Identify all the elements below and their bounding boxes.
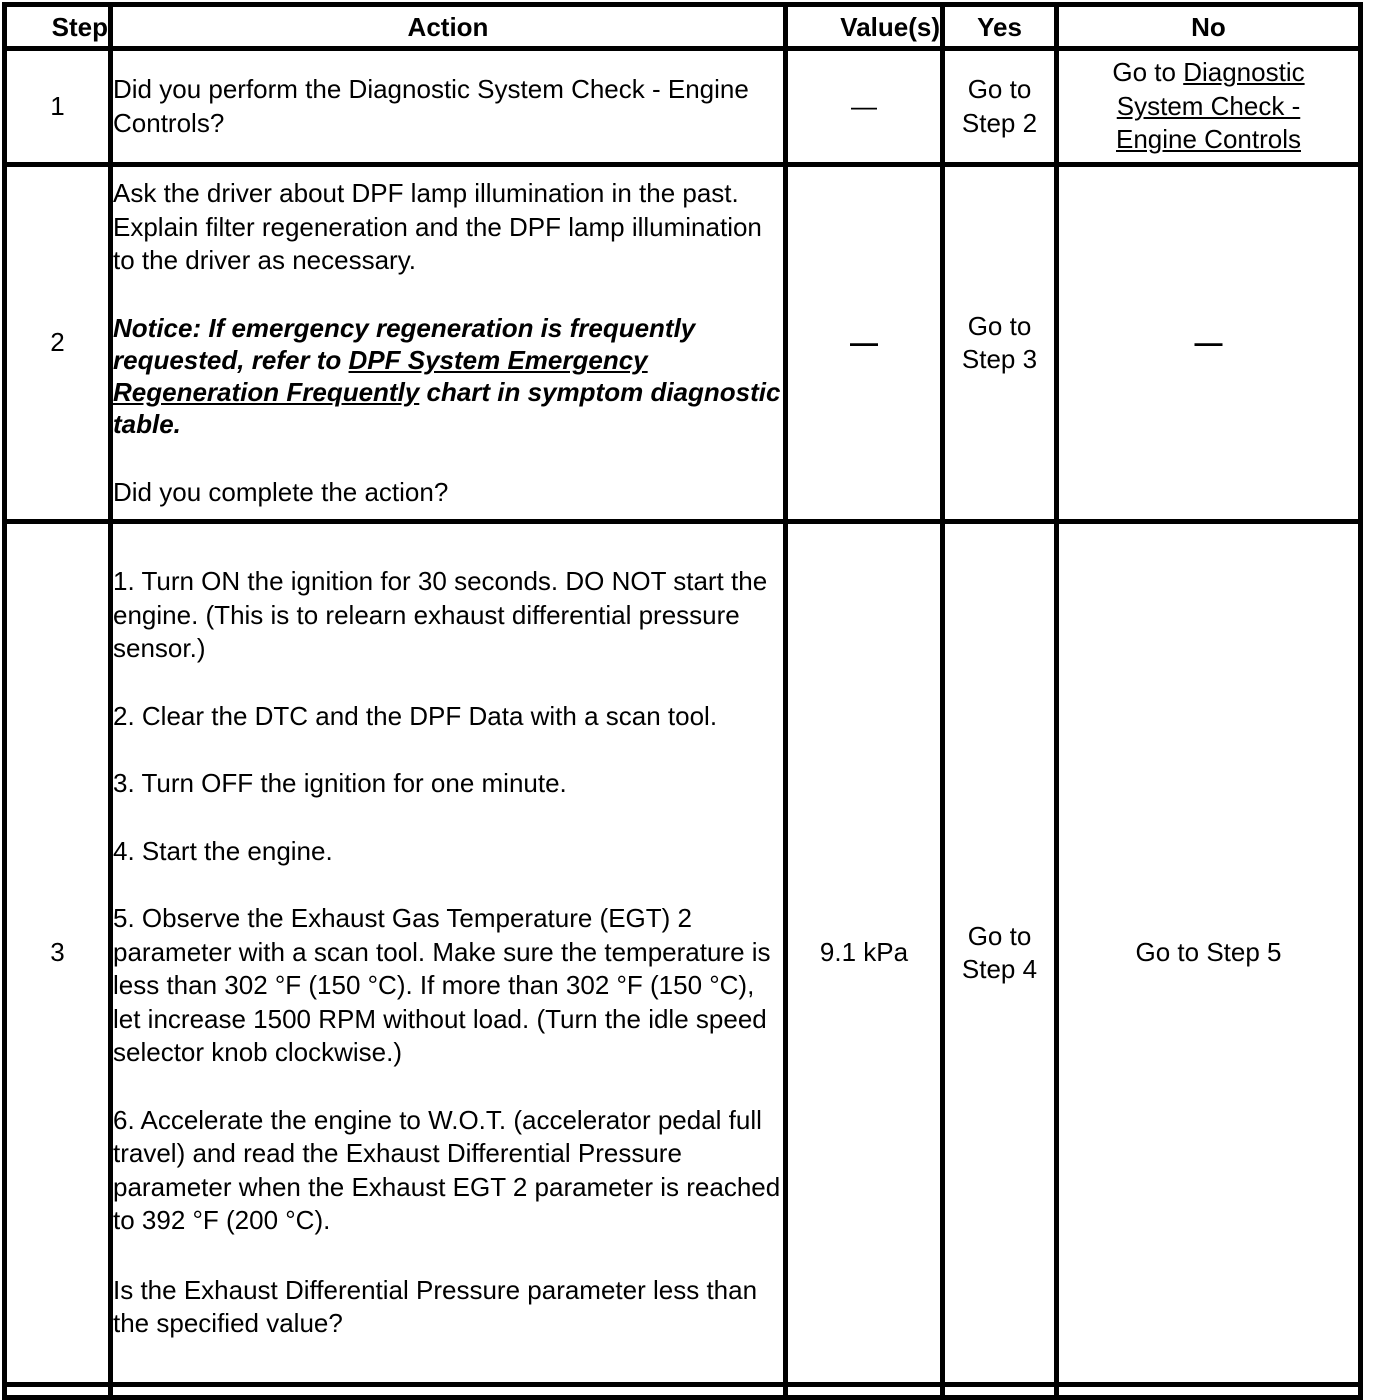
diagnostic-system-check-link[interactable]: Diagnostic System Check - Engine Controls — [1116, 57, 1305, 155]
header-no: No — [1057, 5, 1361, 49]
yes-cell: Go to Step 4 — [943, 522, 1057, 1385]
cutoff-cell — [1057, 1385, 1361, 1398]
action-item-3: 3. Turn OFF the ignition for one minute. — [113, 768, 567, 799]
table-row-step-1 — [5, 49, 1361, 165]
value-cell: — — [786, 49, 943, 165]
action-item-6: 6. Accelerate the engine to W.O.T. (accelerator pedal full travel) and read the Exhaust Differential Pressure parameter when the Exhaust EGT 2 parameter is reached to 392 °F (200 °C). — [113, 1104, 781, 1236]
action-cell — [111, 522, 786, 1385]
step-number: 3 — [5, 522, 111, 1385]
cutoff-cell — [5, 1385, 111, 1398]
no-cell: Go to Step 5 — [1057, 522, 1361, 1385]
table-row-step-3 — [5, 522, 1361, 1385]
header-row — [5, 5, 1361, 49]
value-cell: 9.1 kPa — [786, 522, 943, 1385]
action-cell — [111, 49, 786, 165]
action-question: Did you complete the action? — [113, 476, 449, 507]
notice-prefix: Notice: If emergency regeneration is frequently requested, refer to — [113, 312, 696, 375]
action-question: Is the Exhaust Differential Pressure parameter less than the specified value? — [113, 1274, 758, 1339]
no-cell: — — [1057, 165, 1361, 522]
action-item-1: 1. Turn ON the ignition for 30 seconds. DO NOT start the engine. (This is to relearn exhaust differential pressure sensor.) — [113, 566, 768, 664]
dpf-emergency-regeneration-link[interactable]: DPF System Emergency Regeneration Frequently — [113, 344, 648, 407]
table-row-step-2 — [5, 165, 1361, 522]
header-yes: Yes — [943, 5, 1057, 49]
yes-cell: Go to Step 2 — [943, 49, 1057, 165]
no-prefix: Go to — [1112, 57, 1184, 88]
diagnostic-table — [2, 2, 1363, 1400]
step-number: 1 — [5, 49, 111, 165]
notice-suffix: chart in symptom diagnostic table. — [113, 376, 781, 439]
header-action: Action — [111, 5, 786, 49]
step-number: 2 — [5, 165, 111, 522]
cutoff-cell — [786, 1385, 943, 1398]
action-text: Did you perform the Diagnostic System Check - Engine Controls? — [113, 74, 749, 138]
table-row-next-cutoff — [5, 1385, 1361, 1398]
action-intro: Ask the driver about DPF lamp illumination in the past. Explain filter regeneration and the DPF lamp illumination to the driver as necessary. — [113, 178, 762, 275]
cutoff-cell — [943, 1385, 1057, 1398]
action-item-4: 4. Start the engine. — [113, 835, 333, 866]
cutoff-cell — [111, 1385, 786, 1398]
value-cell: — — [786, 165, 943, 522]
notice-text — [113, 312, 783, 440]
action-item-5: 5. Observe the Exhaust Gas Temperature (EGT) 2 parameter with a scan tool. Make sure the temperature is less than 302 °F (150 °C). If more than 302 °F (150 °C), let increase 1500 RPM without load. (Turn the idle speed selector knob clockwise.) — [113, 903, 771, 1068]
action-cell — [111, 165, 786, 522]
yes-cell: Go to Step 3 — [943, 165, 1057, 522]
header-step: Step — [5, 5, 111, 49]
header-values: Value(s) — [786, 5, 943, 49]
action-item-2: 2. Clear the DTC and the DPF Data with a scan tool. — [113, 700, 718, 731]
no-cell — [1057, 49, 1361, 165]
